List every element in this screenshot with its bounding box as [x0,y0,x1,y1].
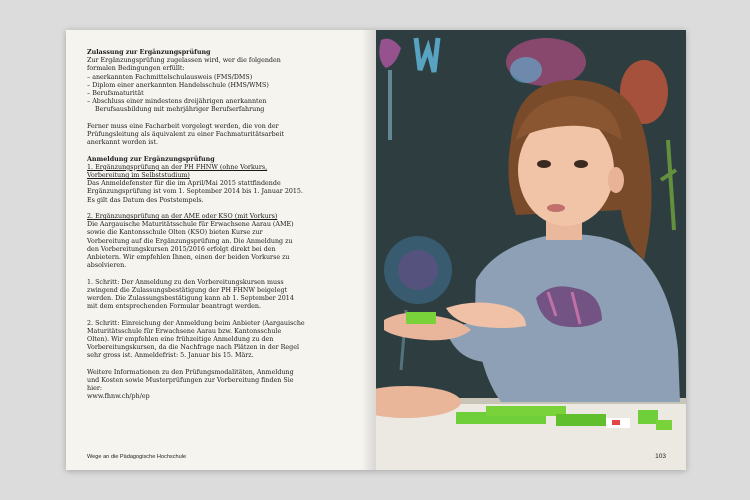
paragraph-weitere: Weitere Informationen zu den Prüfungsmodalitäten, Anmeldung und Kosten sowie Musterprüfungen zur Vorbereitung finden Sie hier: [87,368,294,393]
subheading-2: 2. Ergänzungsprüfung an der AME oder KSO (mit Vorkurs) [87,213,278,221]
left-page [66,30,376,470]
requirements-list [87,74,305,115]
heading-anmeldung: Anmeldung zur Ergänzungsprüfung [87,155,215,163]
heading-zulassung: Zulassung zur Ergänzungsprüfung [87,49,211,56]
page-number: 103 [655,453,666,460]
book-spread [66,30,686,470]
girl-with-green-blocks-photo [376,30,686,470]
paragraph-facharbeit: Ferner muss eine Facharbeit vorgelegt werden, die von der Prüfungsleitung als äquivalent zu einer Fachmaturitätsarbeit anerkannt worden ist. [87,122,285,147]
paragraph-schritt-2: 2. Schritt: Einreichung der Anmeldung beim Anbieter (Aargauische Maturitätsschule für Erwachsene Aarau bzw. Kantonsschule Olten). Wir empfehlen eine frühzeitige Anmeldung zu den Vorbereitungskursen, da die Nachfrage nach Plätzen in der Regel sehr gross ist. Anmeldefrist: 5. Januar bis 15. März. [87,319,305,360]
url-link[interactable]: www.fhnw.ch/ph/ep [87,393,150,401]
subheading-1-line2: Vorbereitung im Selbststudium) [87,172,190,180]
paragraph-schritt-1: 1. Schritt: Der Anmeldung zu den Vorbereitungskursen muss zwingend die Zulassungsbestätigung der PH FHNW beigelegt werden. Die Zulassungsbestätigung kann ab 1. September 2014 mit dem entsprechenden Formular beantragt werden. [87,278,294,311]
text-column [87,49,305,402]
subheading-1-line1: 1. Ergänzungsprüfung an der PH FHNW (ohne Vorkurs, [87,163,268,171]
paragraph-ame-kso: Die Aargauische Maturitätsschule für Erwachsene Aarau (AME) sowie die Kantonsschule Olten (KSO) bieten Kurse zur Vorbereitung auf die Ergänzungsprüfung an. Die Anmeldung zu den Vorbereitungskursen 2015/2016 erfolgt direkt bei den Anbietern. Wir empfehlen Ihnen, einen der beiden Vorkurse zu absolvieren. [87,221,294,270]
intro-text: Zur Ergänzungsprüfung zugelassen wird, wer die folgenden formalen Bedingungen erfüllt: [87,57,281,73]
green-block-in-hand [406,312,436,324]
right-page [376,30,686,470]
requirement-item: – anerkannten Fachmittelschulausweis (FMS/DMS) [87,73,253,81]
requirement-item: – Berufsmaturität [87,90,144,98]
girl-mouth [547,204,565,212]
requirement-item: – Abschluss einer mindestens dreijährigen anerkannten Berufsausbildung mit mehrjähriger Berufserfahrung [87,98,267,114]
girl-eye-right [574,160,588,168]
requirement-item: – Diplom einer anerkannten Handelsschule (HMS/WMS) [87,81,269,89]
running-footer: Wege an die Pädagogische Hochschule [87,454,187,460]
girl-eye-left [537,160,551,168]
paragraph-anmeldefenster: Das Anmeldefenster für die im April/Mai 2015 stattfindende Ergänzungsprüfung ist vom 1. September 2014 bis 1. Januar 2015. Es gilt das Datum des Poststempels. [87,180,303,204]
